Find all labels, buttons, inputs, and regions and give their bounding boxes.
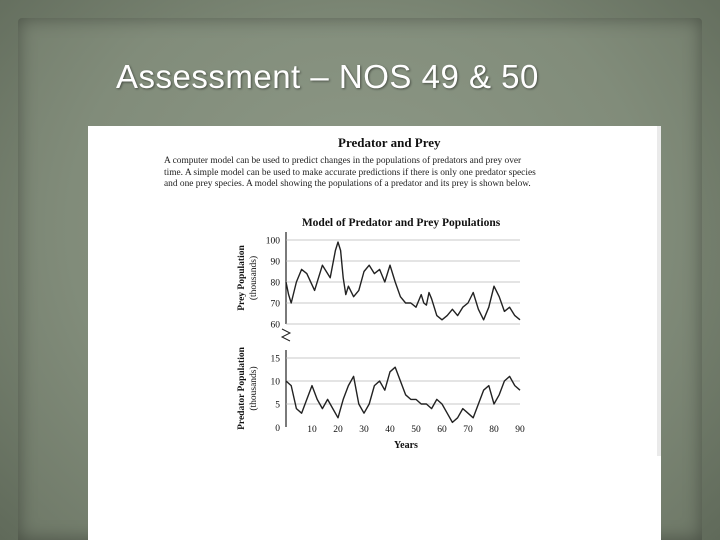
y-tick-label: 100	[265, 236, 280, 247]
y-tick-label: 0	[275, 424, 280, 434]
x-tick-label: 20	[333, 425, 343, 435]
y-tick-label: 60	[270, 320, 280, 331]
y-tick-label: 15	[270, 354, 280, 365]
chart-title: Model of Predator and Prey Populations	[301, 217, 501, 229]
chart-panel	[237, 232, 520, 331]
x-axis-label: Years	[394, 440, 418, 451]
y-axis-label: Prey Population	[237, 245, 247, 311]
x-tick-label: 50	[411, 425, 421, 435]
x-tick-label: 40	[385, 425, 395, 435]
y-axis-label: Predator Population	[237, 347, 247, 430]
x-tick-label: 80	[489, 425, 499, 435]
scanned-document	[88, 126, 661, 540]
x-tick-label: 70	[463, 425, 473, 435]
population-series-line	[286, 367, 520, 422]
x-tick-label: 90	[515, 425, 525, 435]
y-tick-label: 70	[270, 299, 280, 310]
y-axis-unit: (thousands)	[249, 366, 259, 411]
y-axis-unit: (thousands)	[249, 255, 259, 301]
predator-prey-chart	[88, 126, 661, 540]
population-series-line	[286, 242, 520, 320]
document-body-line: and one prey species. A model showing the populations of a predator and its prey is shown below.	[164, 179, 531, 189]
x-tick-label: 10	[307, 425, 317, 435]
y-tick-label: 90	[270, 257, 280, 268]
y-tick-label: 80	[270, 278, 280, 289]
document-heading: Predator and Prey	[338, 135, 441, 150]
document-body-line: time. A simple model can be used to make accurate predictions if there is only one predator species	[164, 167, 536, 178]
y-tick-label: 10	[270, 377, 280, 388]
chart-panel	[237, 346, 520, 429]
axis-break-mark	[282, 329, 290, 341]
document-body-line: A computer model can be used to predict changes in the populations of predators and prey over	[164, 156, 522, 166]
x-tick-label: 60	[437, 425, 447, 435]
x-tick-label: 30	[359, 425, 369, 435]
slide-title: Assessment – NOS 49 & 50	[116, 58, 539, 95]
y-tick-label: 5	[275, 400, 280, 411]
